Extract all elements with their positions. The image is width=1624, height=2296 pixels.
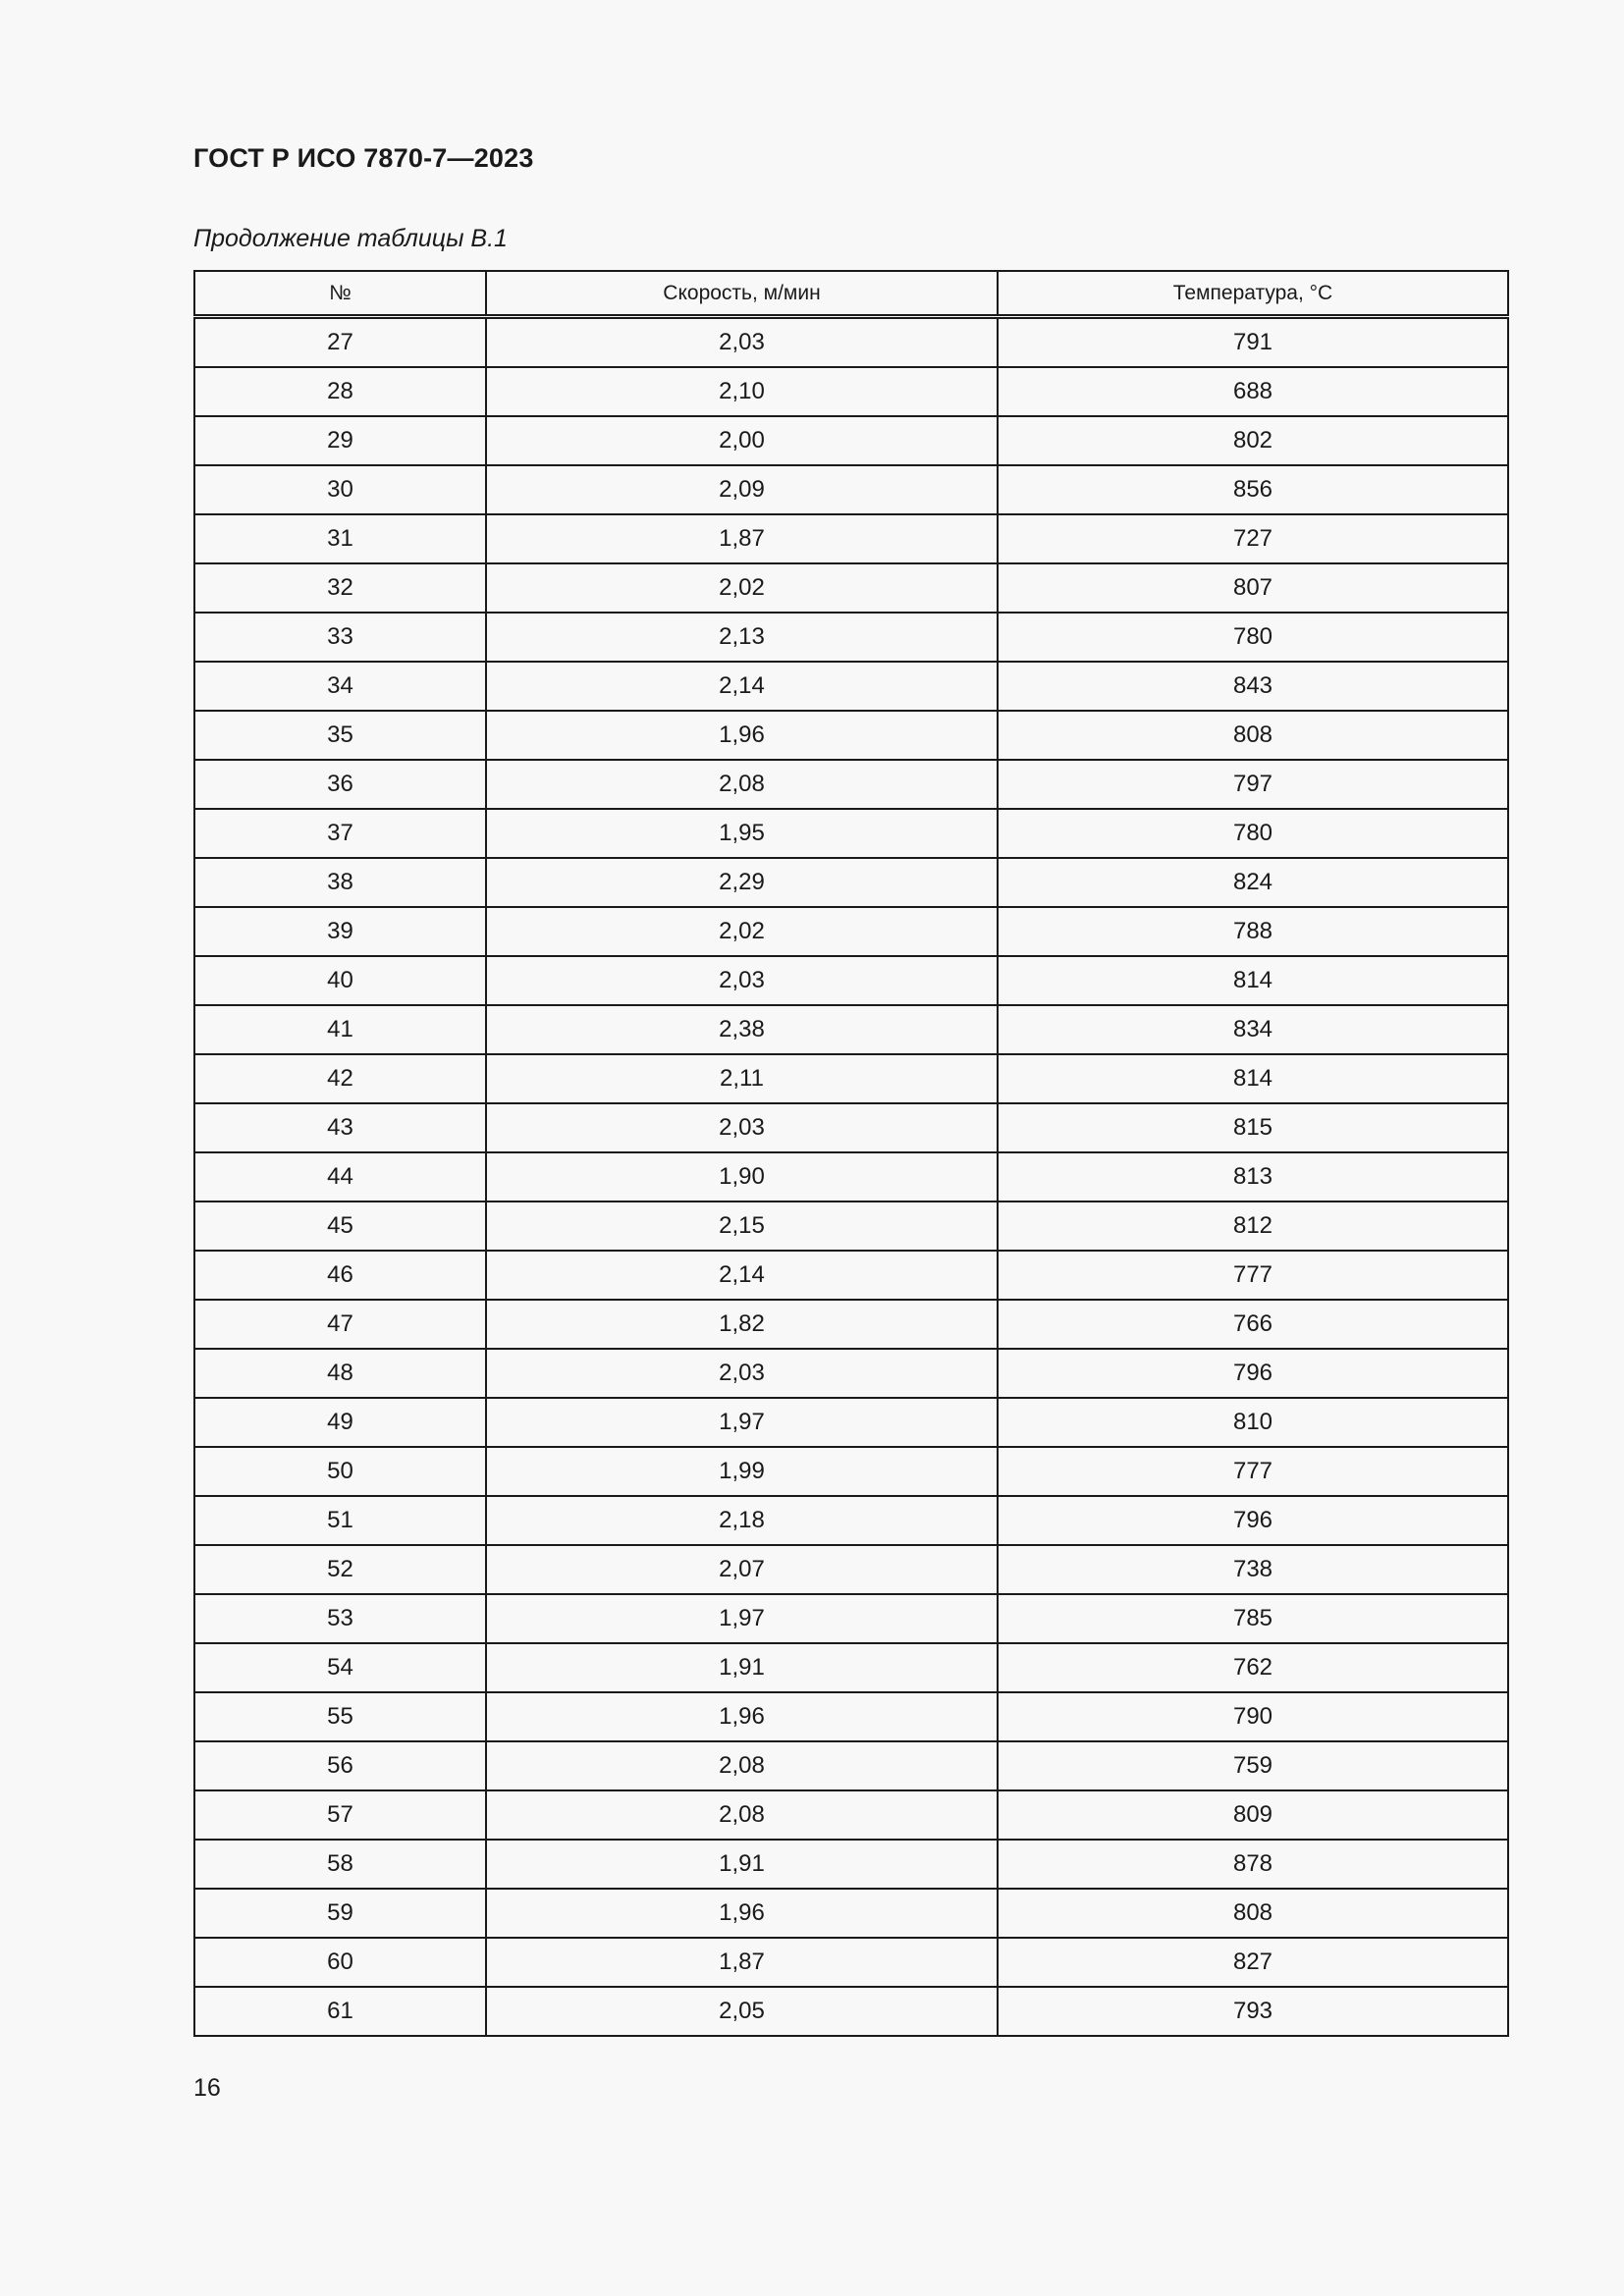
cell-temperature: 777 bbox=[998, 1251, 1508, 1300]
table-row bbox=[194, 1300, 1508, 1349]
column-header-temperature: Температура, °С bbox=[998, 271, 1508, 317]
cell-temperature: 815 bbox=[998, 1103, 1508, 1152]
cell-speed: 2,15 bbox=[486, 1201, 998, 1251]
cell-temperature: 808 bbox=[998, 711, 1508, 760]
cell-speed: 1,91 bbox=[486, 1643, 998, 1692]
cell-number: 59 bbox=[194, 1889, 486, 1938]
cell-number: 31 bbox=[194, 514, 486, 563]
page-number: 16 bbox=[193, 2074, 221, 2102]
cell-temperature: 824 bbox=[998, 858, 1508, 907]
cell-speed: 1,91 bbox=[486, 1840, 998, 1889]
table-row bbox=[194, 1889, 1508, 1938]
cell-number: 58 bbox=[194, 1840, 486, 1889]
cell-temperature: 790 bbox=[998, 1692, 1508, 1741]
table-row bbox=[194, 809, 1508, 858]
table-row bbox=[194, 760, 1508, 809]
table-row bbox=[194, 907, 1508, 956]
cell-number: 33 bbox=[194, 613, 486, 662]
cell-temperature: 878 bbox=[998, 1840, 1508, 1889]
cell-temperature: 812 bbox=[998, 1201, 1508, 1251]
cell-speed: 1,82 bbox=[486, 1300, 998, 1349]
cell-number: 34 bbox=[194, 662, 486, 711]
table-row bbox=[194, 711, 1508, 760]
cell-number: 46 bbox=[194, 1251, 486, 1300]
cell-number: 57 bbox=[194, 1790, 486, 1840]
table-header bbox=[194, 271, 1508, 317]
table-row bbox=[194, 1840, 1508, 1889]
cell-number: 36 bbox=[194, 760, 486, 809]
cell-speed: 2,14 bbox=[486, 662, 998, 711]
cell-number: 48 bbox=[194, 1349, 486, 1398]
cell-number: 29 bbox=[194, 416, 486, 465]
cell-temperature: 827 bbox=[998, 1938, 1508, 1987]
table-row bbox=[194, 416, 1508, 465]
table-row bbox=[194, 367, 1508, 416]
cell-temperature: 856 bbox=[998, 465, 1508, 514]
cell-speed: 1,96 bbox=[486, 711, 998, 760]
table-row bbox=[194, 613, 1508, 662]
cell-number: 55 bbox=[194, 1692, 486, 1741]
table-body bbox=[194, 317, 1508, 2037]
column-header-number: № bbox=[194, 271, 486, 317]
cell-number: 27 bbox=[194, 317, 486, 368]
cell-temperature: 814 bbox=[998, 1054, 1508, 1103]
cell-temperature: 802 bbox=[998, 416, 1508, 465]
cell-temperature: 797 bbox=[998, 760, 1508, 809]
cell-number: 50 bbox=[194, 1447, 486, 1496]
cell-number: 43 bbox=[194, 1103, 486, 1152]
cell-speed: 2,29 bbox=[486, 858, 998, 907]
cell-speed: 2,08 bbox=[486, 1790, 998, 1840]
table-row bbox=[194, 1103, 1508, 1152]
cell-speed: 2,14 bbox=[486, 1251, 998, 1300]
cell-temperature: 793 bbox=[998, 1987, 1508, 2036]
table-row bbox=[194, 1594, 1508, 1643]
cell-speed: 2,18 bbox=[486, 1496, 998, 1545]
cell-speed: 2,03 bbox=[486, 317, 998, 368]
cell-number: 41 bbox=[194, 1005, 486, 1054]
cell-temperature: 788 bbox=[998, 907, 1508, 956]
cell-temperature: 809 bbox=[998, 1790, 1508, 1840]
cell-temperature: 791 bbox=[998, 317, 1508, 368]
cell-speed: 1,96 bbox=[486, 1692, 998, 1741]
cell-speed: 1,97 bbox=[486, 1594, 998, 1643]
cell-number: 47 bbox=[194, 1300, 486, 1349]
cell-number: 56 bbox=[194, 1741, 486, 1790]
cell-temperature: 813 bbox=[998, 1152, 1508, 1201]
table-row bbox=[194, 956, 1508, 1005]
cell-number: 45 bbox=[194, 1201, 486, 1251]
cell-number: 52 bbox=[194, 1545, 486, 1594]
cell-temperature: 814 bbox=[998, 956, 1508, 1005]
table-row bbox=[194, 1545, 1508, 1594]
table-row bbox=[194, 563, 1508, 613]
table-row bbox=[194, 1201, 1508, 1251]
column-header-speed: Скорость, м/мин bbox=[486, 271, 998, 317]
table-row bbox=[194, 1790, 1508, 1840]
cell-number: 38 bbox=[194, 858, 486, 907]
cell-temperature: 810 bbox=[998, 1398, 1508, 1447]
cell-number: 32 bbox=[194, 563, 486, 613]
cell-number: 39 bbox=[194, 907, 486, 956]
data-table bbox=[193, 270, 1509, 2037]
cell-temperature: 766 bbox=[998, 1300, 1508, 1349]
cell-temperature: 727 bbox=[998, 514, 1508, 563]
cell-temperature: 843 bbox=[998, 662, 1508, 711]
cell-temperature: 796 bbox=[998, 1349, 1508, 1398]
cell-speed: 2,13 bbox=[486, 613, 998, 662]
cell-speed: 2,02 bbox=[486, 907, 998, 956]
table-row bbox=[194, 1496, 1508, 1545]
table-row bbox=[194, 858, 1508, 907]
table-row bbox=[194, 317, 1508, 368]
cell-number: 49 bbox=[194, 1398, 486, 1447]
cell-speed: 2,08 bbox=[486, 760, 998, 809]
cell-speed: 2,11 bbox=[486, 1054, 998, 1103]
table-row bbox=[194, 1005, 1508, 1054]
table-row bbox=[194, 1398, 1508, 1447]
cell-speed: 2,00 bbox=[486, 416, 998, 465]
cell-speed: 1,90 bbox=[486, 1152, 998, 1201]
table-row bbox=[194, 465, 1508, 514]
table-row bbox=[194, 1152, 1508, 1201]
table-row bbox=[194, 662, 1508, 711]
cell-temperature: 780 bbox=[998, 809, 1508, 858]
cell-speed: 2,05 bbox=[486, 1987, 998, 2036]
cell-speed: 1,96 bbox=[486, 1889, 998, 1938]
cell-temperature: 807 bbox=[998, 563, 1508, 613]
cell-speed: 2,09 bbox=[486, 465, 998, 514]
cell-speed: 2,03 bbox=[486, 1349, 998, 1398]
table-row bbox=[194, 1938, 1508, 1987]
cell-speed: 2,38 bbox=[486, 1005, 998, 1054]
cell-number: 42 bbox=[194, 1054, 486, 1103]
cell-speed: 2,02 bbox=[486, 563, 998, 613]
cell-speed: 2,07 bbox=[486, 1545, 998, 1594]
cell-number: 60 bbox=[194, 1938, 486, 1987]
cell-speed: 2,03 bbox=[486, 956, 998, 1005]
table-row bbox=[194, 1054, 1508, 1103]
cell-temperature: 808 bbox=[998, 1889, 1508, 1938]
cell-temperature: 785 bbox=[998, 1594, 1508, 1643]
cell-number: 30 bbox=[194, 465, 486, 514]
cell-speed: 1,97 bbox=[486, 1398, 998, 1447]
cell-speed: 1,87 bbox=[486, 1938, 998, 1987]
cell-temperature: 780 bbox=[998, 613, 1508, 662]
table-caption: Продолжение таблицы В.1 bbox=[193, 225, 508, 252]
cell-temperature: 762 bbox=[998, 1643, 1508, 1692]
table-row bbox=[194, 514, 1508, 563]
cell-temperature: 759 bbox=[998, 1741, 1508, 1790]
cell-temperature: 834 bbox=[998, 1005, 1508, 1054]
document-header: ГОСТ Р ИСО 7870-7—2023 bbox=[193, 143, 534, 173]
table-row bbox=[194, 1692, 1508, 1741]
cell-temperature: 796 bbox=[998, 1496, 1508, 1545]
cell-speed: 2,10 bbox=[486, 367, 998, 416]
cell-number: 28 bbox=[194, 367, 486, 416]
cell-temperature: 738 bbox=[998, 1545, 1508, 1594]
cell-temperature: 688 bbox=[998, 367, 1508, 416]
cell-number: 44 bbox=[194, 1152, 486, 1201]
cell-number: 61 bbox=[194, 1987, 486, 2036]
table-row bbox=[194, 1741, 1508, 1790]
table-row bbox=[194, 1643, 1508, 1692]
cell-number: 35 bbox=[194, 711, 486, 760]
cell-number: 37 bbox=[194, 809, 486, 858]
cell-number: 53 bbox=[194, 1594, 486, 1643]
table-row bbox=[194, 1251, 1508, 1300]
cell-number: 51 bbox=[194, 1496, 486, 1545]
cell-speed: 1,95 bbox=[486, 809, 998, 858]
header-row bbox=[194, 271, 1508, 317]
table-row bbox=[194, 1987, 1508, 2036]
cell-speed: 2,03 bbox=[486, 1103, 998, 1152]
cell-number: 40 bbox=[194, 956, 486, 1005]
table-row bbox=[194, 1447, 1508, 1496]
cell-speed: 1,99 bbox=[486, 1447, 998, 1496]
table-row bbox=[194, 1349, 1508, 1398]
cell-speed: 1,87 bbox=[486, 514, 998, 563]
cell-number: 54 bbox=[194, 1643, 486, 1692]
cell-speed: 2,08 bbox=[486, 1741, 998, 1790]
cell-temperature: 777 bbox=[998, 1447, 1508, 1496]
